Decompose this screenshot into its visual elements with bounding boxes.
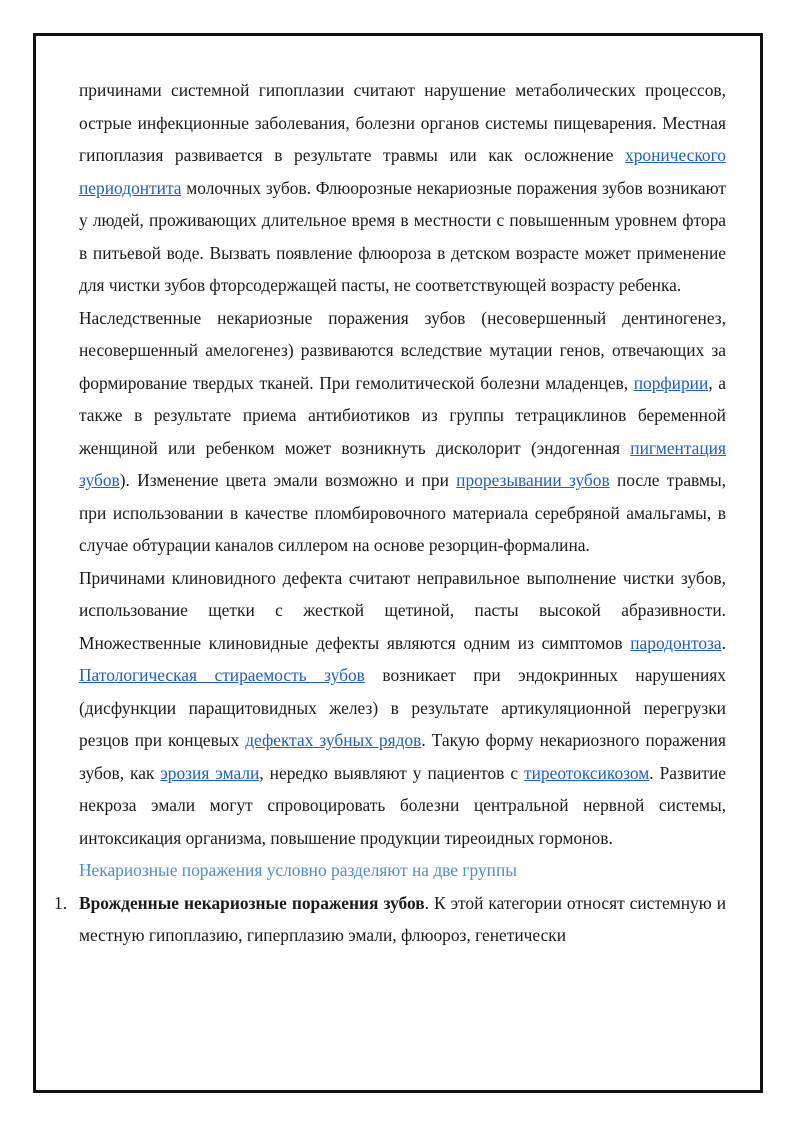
text-span: . Такую форму некариозного поражения зубов, как	[79, 730, 726, 783]
paragraph-hereditary	[79, 302, 726, 562]
text-span: ). Изменение цвета эмали возможно и при	[119, 470, 457, 490]
page-content	[54, 74, 726, 952]
paragraph-wedge-defect	[79, 562, 726, 855]
text-span: возникает при эндокринных нарушениях (дисфункции паращитовидных желез) в результате артикуляционной перегрузки резцов при концевых	[79, 665, 726, 750]
link-teeth-pigmentation[interactable]: пигментация зубов	[79, 437, 726, 490]
list-item	[54, 887, 726, 952]
text-span: , а также в результате приема антибиотиков из группы тетрациклинов беременной женщиной или ребенком может возникнуть дисколорит (эндогенная	[79, 372, 726, 458]
text-span: Причинами клиновидного дефекта считают неправильное выполнение чистки зубов, использование щетки с жесткой щетиной, пасты высокой абразивности. Множественные клиновидные дефекты являются одним из симптомов	[79, 567, 726, 653]
list-number: 1.	[54, 892, 68, 913]
link-dentition-defects[interactable]: дефектах зубных рядов	[245, 730, 422, 750]
text-span: , нередко выявляют у пациентов с	[259, 762, 524, 783]
section-heading: Некариозные поражения условно разделяют на две группы	[79, 860, 517, 880]
link-teething[interactable]: прорезывании зубов	[456, 470, 610, 490]
text-span: молочных зубов. Флюорозные некариозные поражения зубов возникают у людей, проживающих длительное время в местности с повышенным уровнем фтора в питьевой воде. Вызвать появление флюороза в детском возрасте может применение для чистки зубов фторсодержащей пасты, не соответствующей возрасту ребенка.	[79, 177, 726, 295]
text-span: после травмы, при использовании в качестве пломбировочного материала серебряной амальгамы, в случае обтурации каналов силлером на основе резорцин-формалина.	[79, 470, 726, 555]
link-parodontosis[interactable]: пародонтоза	[630, 632, 722, 653]
list-item-title: Врожденные некариозные поражения зубов	[79, 892, 425, 913]
text-span: . Развитие некроза эмали могут спровоцировать болезни центральной нервной системы, интоксикация организма, повышение продукции тиреоидных гормонов.	[79, 762, 726, 848]
link-enamel-erosion[interactable]: эрозия эмали	[160, 762, 260, 783]
text-span: .	[721, 632, 726, 653]
list-item-text: . К этой категории относят системную и местную гипоплазию, гиперплазию эмали, флюороз, генетически	[79, 892, 726, 945]
link-thyrotoxicosis[interactable]: тиреотоксикозом	[524, 762, 650, 783]
document-page	[33, 33, 763, 1093]
link-pathological-abrasion[interactable]: Патологическая стираемость зубов	[79, 665, 365, 685]
text-span: причинами системной гипоплазии считают нарушение метаболических процессов, острые инфекционные заболевания, болезни органов системы пищеварения. Местная гипоплазия развивается в результате травмы или как осложнение	[79, 80, 726, 165]
text-span: Наследственные некариозные поражения зубов (несовершенный дентиногенез, несовершенный амелогенез) развиваются вследствие мутации генов, отвечающих за формирование твердых тканей. При гемолитической болезни младенцев,	[79, 307, 726, 393]
paragraph-hypoplasia	[79, 74, 726, 302]
classification-list	[54, 887, 726, 952]
link-porphyria[interactable]: порфирии	[633, 372, 709, 393]
link-chronic-periodontitis[interactable]: хронического периодонтита	[79, 145, 726, 198]
